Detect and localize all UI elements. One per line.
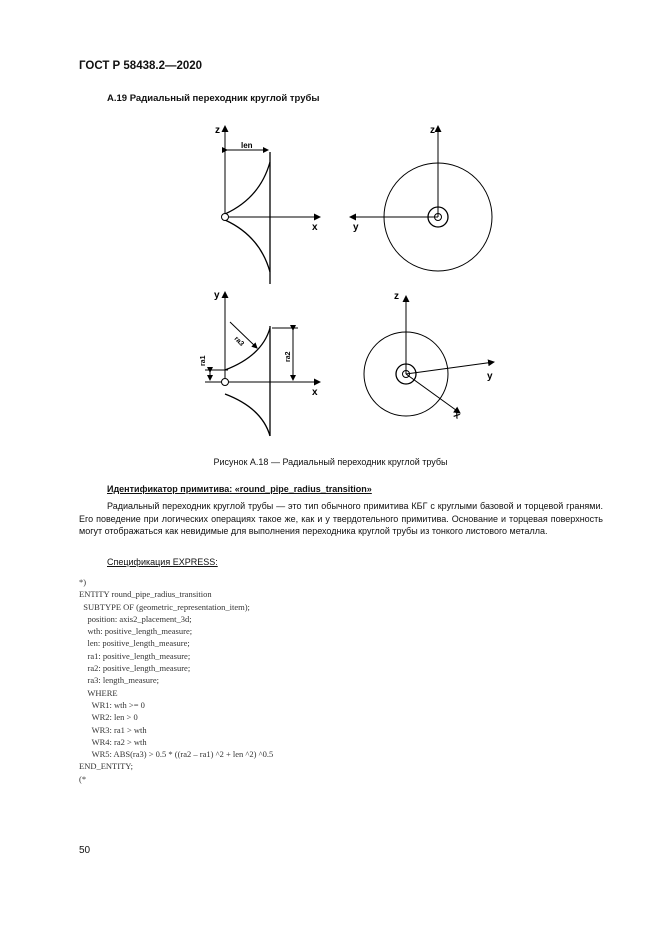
front-view-bottom (364, 296, 494, 416)
document-id: ГОСТ Р 58438.2—2020 (79, 60, 203, 72)
axis-label-x: x (451, 409, 463, 422)
axis-label-z: z (430, 125, 435, 136)
axis-label-x: x (312, 222, 318, 233)
description-text: Радиальный переходник круглой трубы — это тип обычного примитива КБГ с круглыми базовой и торцевой гранями. Его поведение при логических операциях такое же, как и у твердотельного примитива. Основание и торцевая поверхность могут отображаться как невидимые для выполнения переходника круглой трубы из тонкого листового металла. (79, 501, 603, 536)
front-view-top (350, 126, 492, 271)
axis-label-z: z (215, 125, 220, 136)
code-line: *) (79, 577, 87, 587)
figure-caption: Рисунок А.18 — Радиальный переходник круглой трубы (213, 457, 448, 467)
axis-label-y: y (214, 290, 220, 301)
axis-label-y: y (353, 222, 359, 233)
code-line: WR1: wth >= 0 (79, 699, 145, 710)
axis-label-y: y (487, 371, 493, 382)
dim-label-ra1: ra1 (200, 355, 207, 366)
code-line: WR2: len > 0 (79, 712, 138, 723)
code-line: WR4: ra2 > wth (79, 736, 147, 747)
code-line: ra3: length_measure; (79, 675, 160, 686)
description-paragraph (79, 500, 603, 538)
page-number: 50 (79, 845, 91, 856)
code-line: ra2: positive_length_measure; (79, 663, 191, 674)
code-line: WR3: ra1 > wth (79, 724, 147, 735)
code-line: WR5: ABS(ra3) > 0.5 * ((ra2 – ra1) ^2 + len ^2) ^0.5 (79, 749, 274, 760)
code-line: END_ENTITY; (79, 761, 133, 772)
code-line: len: positive_length_measure; (79, 638, 190, 649)
code-line: SUBTYPE OF (geometric_representation_item); (79, 601, 250, 612)
side-view-bottom (205, 292, 320, 436)
code-line: wth: positive_length_measure; (79, 626, 193, 637)
dim-label-ra3: ra3 (232, 335, 245, 348)
express-code-block (79, 577, 273, 786)
primitive-identifier: Идентификатор примитива: «round_pipe_radius_transition» (107, 484, 372, 494)
side-view-top (222, 126, 321, 284)
dim-label-ra2: ra2 (285, 351, 292, 362)
code-line: WHERE (79, 687, 118, 698)
express-heading: Спецификация EXPRESS: (107, 557, 218, 567)
code-line: ra1: positive_length_measure; (79, 650, 191, 661)
dim-label-len: len (241, 141, 253, 150)
axis-label-x: x (312, 387, 318, 398)
code-line: (* (79, 773, 87, 784)
code-line: position: axis2_placement_3d; (79, 613, 192, 624)
axis-label-z: z (394, 291, 399, 302)
code-line: ENTITY round_pipe_radius_transition (79, 589, 212, 600)
section-title: А.19 Радиальный переходник круглой трубы (107, 93, 320, 104)
